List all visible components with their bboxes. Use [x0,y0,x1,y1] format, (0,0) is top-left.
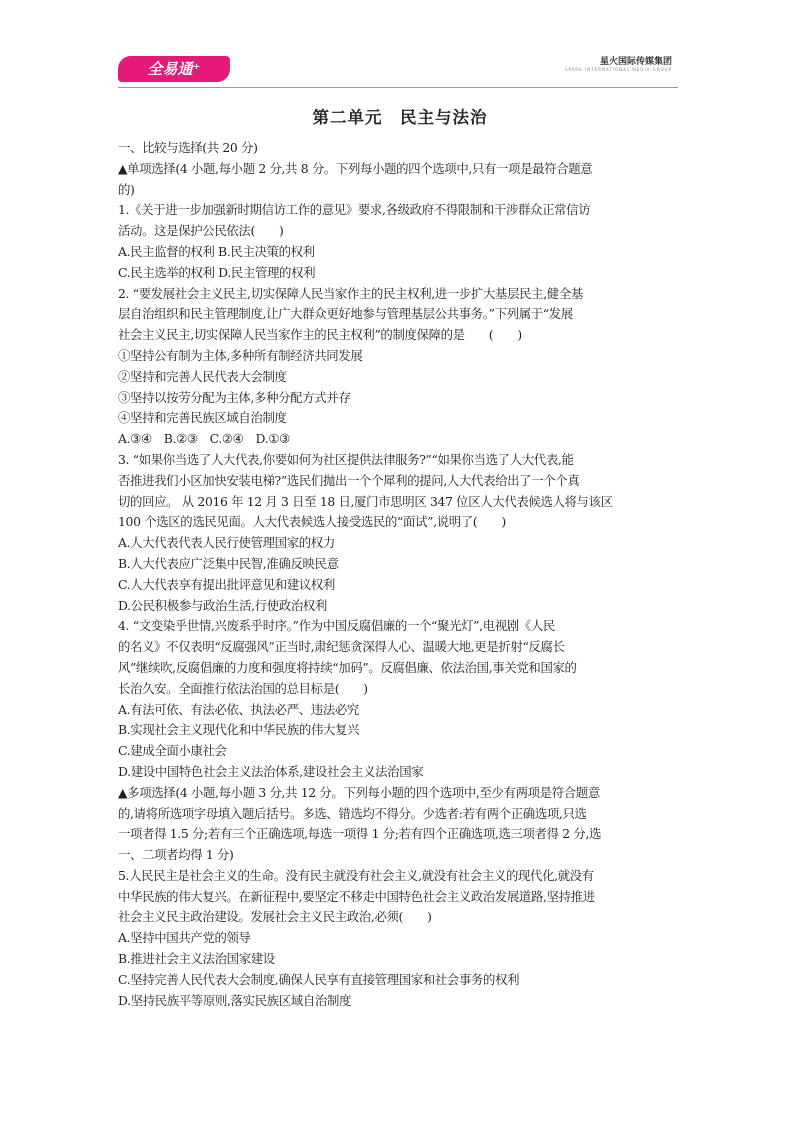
text-line: 5.人民民主是社会主义的生命。没有民主就没有社会主义,就没有社会主义的现代化,就没有 [118,867,594,883]
text-line: C.人大代表享有提出批评意见和建议权利 [118,576,335,592]
text-line: B.实现社会主义现代化和中华民族的伟大复兴 [118,722,360,738]
text-line: A.③④ B.②③ C.②④ D.①③ [118,431,290,447]
text-line: 社会主义民主政治建设。发展社会主义民主政治,必须( ) [118,909,432,925]
publisher-mark [565,54,672,72]
text-line: 的) [118,181,135,197]
text-line: A.民主监督的权利 B.民主决策的权利 [118,243,315,259]
text-line: 否推进我们小区加快安装电梯?”选民们抛出一个个犀利的提问,人大代表给出了一个个真 [118,472,580,488]
text-line: 中华民族的伟大复兴。在新征程中,要坚定不移走中国特色社会主义政治发展道路,坚持推进 [118,888,595,904]
text-line: 活动。这是保护公民依法( ) [118,223,284,239]
text-lines [118,138,682,1011]
text-line: A.坚持中国共产党的领导 [118,930,251,946]
text-line: A.人大代表代表人民行使管理国家的权力 [118,535,335,551]
text-line: 1.《关于进一步加强新时期信访工作的意见》要求,各级政府不得限制和干涉群众正常信访 [118,202,591,218]
text-line: ①坚持公有制为主体,多种所有制经济共同发展 [118,347,363,363]
text-line: D.公民积极参与政治生活,行使政治权利 [118,597,327,613]
text-line: ④坚持和完善民族区域自治制度 [118,410,287,426]
page-header [118,52,678,88]
text-line: C.坚持完善人民代表大会制度,确保人民享有直接管理国家和社会事务的权利 [118,971,520,987]
text-line: ②坚持和完善人民代表大会制度 [118,368,287,384]
text-line: 3. “如果你当选了人大代表,你要如何为社区提供法律服务?”“如果你当选了人大代表,能 [118,451,574,467]
text-line: D.建设中国特色社会主义法治体系,建设社会主义法治国家 [118,763,424,779]
text-line: 一项者得 1.5 分;若有三个正确选项,每选一项得 1 分;若有四个正确选项,选三项者得 2 分,选 [118,826,602,842]
brand-logo: 全易通⁺ [118,56,230,82]
text-line: 切的回应。 从 2016 年 12 月 3 日至 18 日,厦门市思明区 347 位区人大代表候选人将与该区 [118,493,613,509]
text-line: 一、二项者均得 1 分) [118,847,234,863]
text-line: 2. “要发展社会主义民主,切实保障人民当家作主的民主权利,进一步扩大基层民主,健全基 [118,285,583,301]
text-line: D.坚持民族平等原则,落实民族区域自治制度 [118,992,352,1008]
text-line: 一、比较与选择(共 20 分) [118,140,258,155]
document-body [118,104,682,1011]
text-line: B.人大代表应广泛集中民智,准确反映民意 [118,555,339,571]
publisher-name: 星火国际传媒集团 [599,57,672,67]
text-line: 的,请将所选项字母填入题后括号。多选、错选均不得分。少选者:若有两个正确选项,只选 [118,805,587,821]
text-line: 社会主义民主,切实保障人民当家作主的民主权利”的制度保障的是 ( ) [118,327,522,343]
publisher-name-en: SPARK INTERNATIONAL MEDIA GROUP [564,67,672,72]
text-line: ▲多项选择(4 小题,每小题 3 分,共 12 分。下列每小题的四个选项中,至少有两项是符合题意 [118,784,600,800]
text-line: 风”继续吹,反腐倡廉的力度和强度将持续“加码”。反腐倡廉、依法治国,事关党和国家的 [118,659,577,675]
text-line: ▲单项选择(4 小题,每小题 2 分,共 8 分。下列每小题的四个选项中,只有一项是最符合题意 [118,160,593,176]
header-divider [118,87,678,88]
text-line: ③坚持以按劳分配为主体,多种分配方式并存 [118,389,351,405]
page-title: 第二单元 民主与法治 [312,108,488,127]
text-line: C.建成全面小康社会 [118,743,227,759]
text-line: 的名义》不仅表明“反腐强风”正当时,肃纪惩贪深得人心、温暖大地,更是折射“反腐长 [118,639,565,655]
text-line: 长治久安。全面推行依法治国的总目标是( ) [118,680,368,696]
text-line: A.有法可依、有法必依、执法必严、违法必究 [118,701,359,717]
text-line: B.推进社会主义法治国家建设 [118,951,275,967]
text-line: 100 个选区的选民见面。人大代表候选人接受选民的“面试”,说明了( ) [118,514,506,530]
text-line: 层自治组织和民主管理制度,让广大群众更好地参与管理基层公共事务。”下列属于“发展 [118,306,573,322]
text-line: 4. “文变染乎世情,兴废系乎时序。”作为中国反腐倡廉的一个“聚光灯”,电视剧《人民 [118,618,555,634]
text-line: C.民主选举的权利 D.民主管理的权利 [118,264,316,280]
